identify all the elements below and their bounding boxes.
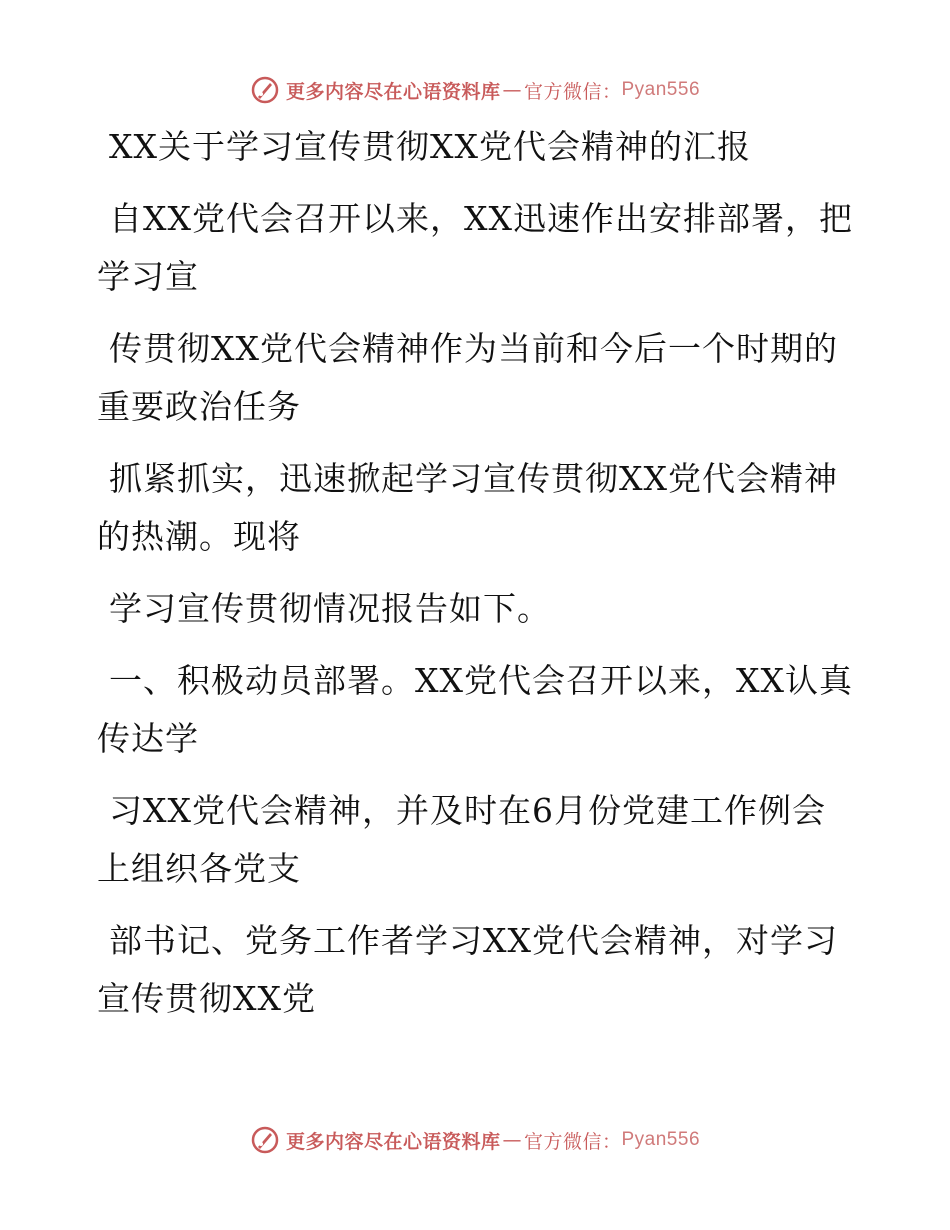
watermark-wechat-id: Pyan556 <box>621 79 701 100</box>
paragraph-line: 传达学 <box>97 719 199 758</box>
document-body <box>97 118 857 1042</box>
paragraph-line: 习XX党代会精神，并及时在6月份党建工作例会 <box>109 791 826 830</box>
watermark-brand: 更多内容尽在心语资料库 <box>285 1130 501 1153</box>
paragraph-line: 重要政治任务 <box>97 387 301 426</box>
paragraph <box>97 190 857 306</box>
paragraph-line: 的热潮。现将 <box>97 517 301 556</box>
watermark-dash: — <box>502 1129 522 1151</box>
paragraph-line: 部书记、党务工作者学习XX党代会精神，对学习 <box>109 921 838 960</box>
quill-seal-icon <box>250 75 280 105</box>
watermark-brand: 更多内容尽在心语资料库 <box>285 80 501 103</box>
paragraph-line: 学习宣传贯彻情况报告如下。 <box>109 589 551 628</box>
watermark-dash: — <box>502 79 522 101</box>
paragraph-line: 抓紧抓实，迅速掀起学习宣传贯彻XX党代会精神 <box>109 459 838 498</box>
watermark-wechat-id: Pyan556 <box>621 1129 701 1150</box>
paragraph-line: 自XX党代会召开以来，XX迅速作出安排部署，把 <box>109 199 853 238</box>
footer-watermark <box>0 1120 950 1160</box>
paragraph <box>97 580 857 638</box>
paragraph <box>97 450 857 566</box>
document-title: XX关于学习宣传贯彻XX党代会精神的汇报 <box>109 127 751 166</box>
paragraph <box>97 652 857 768</box>
paragraph <box>97 320 857 436</box>
watermark-official-label: 官方微信： <box>523 80 622 103</box>
header-watermark <box>0 70 950 110</box>
paragraph <box>97 912 857 1028</box>
quill-seal-icon <box>250 1125 280 1155</box>
paragraph-line: 上组织各党支 <box>97 849 301 888</box>
paragraph <box>97 782 857 898</box>
paragraph-line: 宣传贯彻XX党 <box>97 979 316 1018</box>
paragraph-line: 传贯彻XX党代会精神作为当前和今后一个时期的 <box>109 329 838 368</box>
paragraph-line: 一、积极动员部署。XX党代会召开以来，XX认真 <box>109 661 853 700</box>
watermark-official-label: 官方微信： <box>523 1130 622 1153</box>
paragraph-line: 学习宣 <box>97 257 199 296</box>
